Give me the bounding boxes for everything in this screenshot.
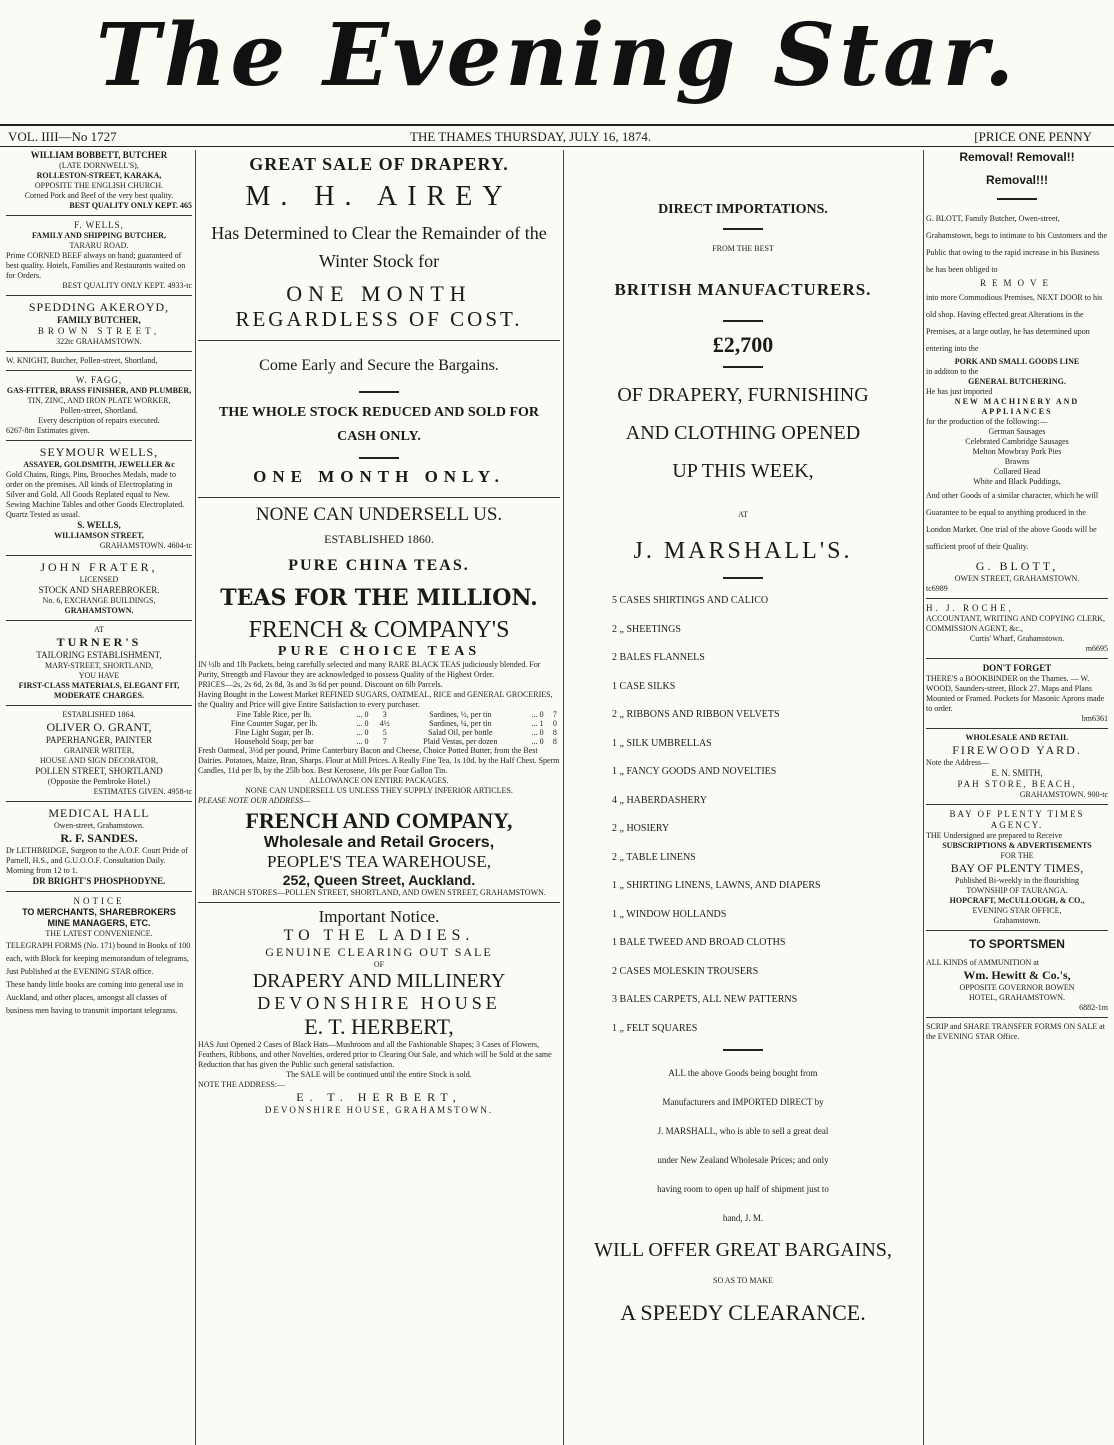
price-cell: 5 — [382, 728, 387, 737]
ad-roche: H. J. ROCHE, ACCOUNTANT, WRITING AND COPYING CLERK, COMMISSION AGENT, &c., Curtis' Wharf, Grahamstown. m6695 — [926, 603, 1108, 653]
list-item: White and Black Puddings, — [973, 477, 1061, 486]
ad-medical-hall: MEDICAL HALL Owen-street, Grahamstown. R. F. SANDES. Dr LETHBRIDGE, Surgeon to the A.O.F. Court Pride of Parnell, H.S., and G.U.O.O.F. Consultation Daily. Morning from 12 to 1. DR BRIGHT'S PHOSPHODYNE. — [6, 806, 188, 886]
ad-spedding: SPEDDING AKEROYD, FAMILY BUTCHER, BROWN STREET, 322tc GRAHAMSTOWN. — [28, 300, 170, 346]
price-cell: 8 — [552, 728, 557, 737]
divider — [723, 577, 763, 579]
list-item: 1 „ WINDOW HOLLANDS — [612, 908, 727, 920]
list-item: 1 „ SHIRTING LINENS, LAWNS, AND DIAPERS — [612, 880, 821, 891]
price-cell: ... 0 — [356, 728, 369, 737]
list-item: 1 BALE TWEED AND BROAD CLOTHS — [612, 937, 786, 948]
ad-knight: W. KNIGHT, Butcher, Pollen-street, Shortland, — [6, 356, 158, 365]
divider — [997, 198, 1037, 200]
divider — [6, 370, 192, 371]
dateline — [0, 124, 1114, 147]
ad-grant: ESTABLISHED 1864. OLIVER O. GRANT, PAPERHANGER, PAINTER GRAINER WRITER, HOUSE AND SIGN DECORATOR, POLLEN STREET, SHORTLAND (Opposite the Pembroke Hotel.) ESTIMATES GIVEN. 4958-tc — [35, 710, 192, 796]
price-cell: Sardines, ¼, per tin — [429, 719, 492, 728]
price-cell: 7 — [382, 737, 387, 746]
divider — [198, 902, 560, 903]
column-3: DIRECT IMPORTATIONS. FROM THE BEST BRITISH MANUFACTURERS. £2,700 OF DRAPERY, FURNISHING AND CLOTHING OPENED UP THIS WEEK, AT J. MARSHALL'S. 5 CASES SHIRTINGS AND CALICO 2 „ SHEETINGS 2 BALES FLANNELS 1 CASE SILKS 2 „ RIBBONS AND RIBBON VELVETS 1 „ SILK UMBRELLAS 1 „ FANCY GOODS AND NOVELTIES 4 „ HABERDASHERY 2 „ HOSIERY 2 „ TABLE LINENS 1 „ SHIRTING LINENS, LAWNS, AND DIAPERS 1 „ WINDOW HOLLANDS 1 BALE TWEED AND BROAD CLOTHS 2 CASES MOLESKIN TROUSERS 3 BALES CARPETS, ALL NEW PATTERNS 1 „ FELT SQUARES ALL the above Goods being bought from Manufacturers and IMPORTED DIRECT by J. MARSHALL, who is able to sell a great deal under New Zealand Wholesale Prices; and only having room to open up half of shipment just to hand, J. M. WILL OFFER GREAT BARGAINS, SO AS TO MAKE A SPEEDY CLEARANCE. — [566, 150, 920, 1445]
divider — [6, 215, 192, 216]
list-item: 2 „ RIBBONS AND RIBBON VELVETS — [612, 709, 780, 720]
ad-blott: Removal! Removal!! Removal!!! G. BLOTT, Family Butcher, Owen-street, Grahamstown, begs to intimate to his Customers and the Public that owing to the rapid increase in his Business he has been obliged to REMOVE into more Commodious Premises, NEXT DOOR to his old shop. Having effected great Alterations in the Premises, at a large outlay, he has determined upon entering into the PORK AND SMALL GOODS LINE in additon to the GENERAL BUTCHERING. He has just imported NEW MACHINERY AND APPLIANCES for the production of the following:— German Sausages Celebrated Cambridge Sausages Melton Mowbray Pork Pies Brawns Collared Head White and Black Puddings, And other Goods of a similar character, which he will Guarantee to be equal to anything produced in the London Market. One trial of the above Goods will be sufficient proof of their Quality. G. BLOTT, OWEN STREET, GRAHAMSTOWN. tc6989 — [926, 150, 1108, 593]
divider — [926, 1017, 1108, 1018]
list-item: 1 „ FELT SQUARES — [612, 1022, 698, 1034]
list-item: 2 „ SHEETINGS — [612, 623, 681, 635]
ad-marshall: DIRECT IMPORTATIONS. FROM THE BEST BRITISH MANUFACTURERS. £2,700 OF DRAPERY, FURNISHING AND CLOTHING OPENED UP THIS WEEK, AT J. MARSHALL'S. — [566, 202, 920, 579]
list-item: 2 CASES MOLESKIN TROUSERS — [612, 965, 759, 977]
divider — [6, 555, 192, 556]
list-item: 1 „ FANCY GOODS AND NOVELTIES — [612, 766, 777, 777]
ad-wells: F. WELLS, FAMILY AND SHIPPING BUTCHER, TARARU ROAD. Prime CORNED BEEF always on hand; guaranteed of best quality. Hotels, Families and Restaurants waited on for Orders. BEST QUALITY ONLY KEPT. 4933-tc — [6, 220, 192, 290]
divider — [198, 340, 560, 341]
price-row — [198, 719, 560, 728]
marshall-text: ALL the above Goods being bought from Manufacturers and IMPORTED DIRECT by J. MARSHALL, who is able to sell a great deal under New Zealand Wholesale Prices; and only having room to open up half of shipment just to hand, J. M. — [657, 1068, 829, 1223]
divider — [6, 351, 192, 352]
price-cell: Fine Table Rice, per lb. — [236, 710, 312, 719]
price-cell: ... 0 — [531, 728, 544, 737]
goods-produced — [926, 427, 1108, 487]
column-2 — [198, 150, 560, 1445]
list-item: Brawns — [1004, 457, 1030, 466]
price-cell: Fine Counter Sugar, per lb. — [230, 719, 318, 728]
divider — [6, 620, 192, 621]
price-cell: ... 0 — [531, 737, 544, 746]
divider — [926, 804, 1108, 805]
column-4 — [926, 150, 1108, 1445]
list-item: 1 „ SILK UMBRELLAS — [612, 737, 712, 749]
volume-number: VOL. IIII—No 1727 — [8, 129, 117, 144]
list-item: 4 „ HABERDASHERY — [612, 794, 708, 806]
divider — [6, 705, 192, 706]
price-cell: Household Soap, per bar — [234, 737, 314, 746]
divider — [6, 801, 192, 802]
price-row — [198, 737, 560, 746]
list-item: Collared Head — [993, 467, 1041, 476]
list-item: 2 BALES FLANNELS — [612, 652, 705, 663]
newspaper-title: The Evening Star. — [95, 5, 1019, 106]
list-item: 3 BALES CARPETS, ALL NEW PATTERNS — [612, 994, 798, 1005]
ad-notice-telegraph: NOTICE TO MERCHANTS, SHAREBROKERS MINE MANAGERS, ETC. THE LATEST CONVENIENCE. TELEGRAPH FORMS (No. 171) bound in Books of 100 each, with Block for keeping memorandum of telegrams, Just Published at the EVENING STAR office. These handy little books are coming into general use in Auckland, and other places, amongst all classes of business men having to transmit important telegrams. — [6, 896, 191, 1015]
divider — [359, 391, 399, 393]
price-cell: ... 0 — [356, 737, 369, 746]
price: [PRICE ONE PENNY — [974, 129, 1092, 144]
list-item: Celebrated Cambridge Sausages — [965, 437, 1069, 446]
divider — [6, 891, 192, 892]
list-item: Melton Mowbray Pork Pies — [972, 447, 1062, 456]
ad-french-company: NONE CAN UNDERSELL US. ESTABLISHED 1860. PURE CHINA TEAS. TEAS FOR THE MILLION. FRENCH & COMPANY'S PURE CHOICE TEAS IN ½lb and 1lb Packets, being carefully selected and many RARE BLACK TEAS judiciously blended. For Purity, Strength and Flavour they are acknowledged to possess Quality of the Highest Order. PRICES—2s, 2s 6d, 2s 8d, 3s and 3s 6d per pound. Discount on 6lb Parcels. Having Bought in the Lowest Market REFINED SUGARS, OATMEAL, RICE and GENERAL GROCERIES, the Quality and Price will give Entire Satisfaction to every purchaser. Fine Table Rice, per lb. ... 0 3 Sardines, ½, per tin ... 0 7 Fine Counter Sugar, per lb. ... 0 4½ Sardines, ¼, per tin ... 1 0 Fine Light Sugar, per lb. ... 0 5 Salad Oil, per bottle ... 0 8 Household Soap, per bar ... 0 7 Plaid Vestas, per dozen ... 0 8 Fresh Oatmeal, 3½d per pound, Prime Canterbury Bacon and Cheese, Choice Potted Butter, from the Best Dairies. Potatoes, Maize, Bran, Sharps. Flour at Mill Prices. A Really Fine Tea, 1s 10d. by the Half Chest. Sperm Candles, 11d per lb, by the 25lb box. Best Kerosene, 10s per Four Gallon Tin. ALLOWANCE ON ENTIRE PACKAGES. NONE CAN UNDERSELL US UNLESS THEY SUPPLY INFERIOR ARTICLES. PLEASE NOTE OUR ADDRESS— FRENCH AND COMPANY, Wholesale and Retail Grocers, PEOPLE'S TEA WAREHOUSE, 252, Queen Street, Auckland. BRANCH STORES—POLLEN STREET, SHORTLAND, AND OWEN STREET, GRAHAMSTOWN. — [198, 504, 560, 897]
ad-frater: JOHN FRATER, LICENSED STOCK AND SHAREBROKER. No. 6, EXCHANGE BUILDINGS, GRAHAMSTOWN. — [38, 560, 160, 615]
ad-herbert: Important Notice. TO THE LADIES. GENUINE CLEARING OUT SALE OF DRAPERY AND MILLINERY DEVONSHIRE HOUSE E. T. HERBERT, HAS Just Opened 2 Cases of Black Hats—Mushroom and all the Fashionable Shapes; 3 Cases of Flowers, Feathers, Ribbons, and other Novelties, ordered prior to Clearing Out Sale, and which will be Sold at the same Reduction that has given the Public such general satisfaction. The SALE will be continued until the entire Stock is sold. NOTE THE ADDRESS:— E. T. HERBERT, DEVONSHIRE HOUSE, GRAHAMSTOWN. — [198, 907, 552, 1115]
price-cell: Fine Light Sugar, per lb. — [235, 728, 314, 737]
column-rule — [563, 150, 564, 1445]
price-cell: ... 0 — [356, 710, 369, 719]
price-cell: Sardines, ½, per tin — [429, 710, 492, 719]
divider — [926, 728, 1108, 729]
divider — [723, 320, 763, 322]
price-cell: 0 — [552, 719, 557, 728]
ad-hewitt: TO SPORTSMEN ALL KINDS of AMMUNITION at Wm. Hewitt & Co.'s, OPPOSITE GOVERNOR BOWEN HOTEL, GRAHAMSTOWN. 6882-1m — [926, 937, 1108, 1012]
price-cell: Plaid Vestas, per dozen — [423, 737, 498, 746]
issue-date: THE THAMES THURSDAY, JULY 16, 1874. — [410, 129, 652, 144]
list-item: 5 CASES SHIRTINGS AND CALICO — [612, 595, 769, 606]
divider — [723, 228, 763, 230]
column-rule — [195, 150, 196, 1445]
price-cell: 8 — [552, 737, 557, 746]
divider — [926, 658, 1108, 659]
price-cell: 7 — [552, 710, 557, 719]
column-1 — [6, 150, 192, 1445]
list-item: 1 CASE SILKS — [612, 680, 676, 692]
divider — [198, 497, 560, 498]
divider — [6, 295, 192, 296]
price-cell: 3 — [382, 710, 387, 719]
ad-turner: AT TURNER'S TAILORING ESTABLISHMENT, MARY-STREET, SHORTLAND, YOU HAVE FIRST-CLASS MATERIALS, ELEGANT FIT, MODERATE CHARGES. — [18, 625, 180, 700]
ad-bay-of-plenty: BAY OF PLENTY TIMES AGENCY. THE Undersigned are prepared to Receive SUBSCRIPTIONS & ADVERTISEMENTS FOR THE BAY OF PLENTY TIMES, Published Bi-weekly in the flourishing TOWNSHIP OF TAURANGA. HOPCRAFT, McCULLOUGH, & CO., EVENING STAR OFFICE, Grahamstown. — [926, 809, 1092, 925]
divider — [723, 366, 763, 368]
goods-list — [566, 587, 920, 1043]
price-table — [198, 710, 560, 746]
ad-bobbett: WILLIAM BOBBETT, BUTCHER (LATE DORNWELL'S), ROLLESTON-STREET, KARAKA, OPPOSITE THE ENGLISH CHURCH. Corned Pork and Beef of the very best quality. BEST QUALITY ONLY KEPT. 465 — [24, 150, 192, 210]
divider — [926, 930, 1108, 931]
price-cell: Salad Oil, per bottle — [428, 728, 493, 737]
list-item: 2 „ HOSIERY — [612, 823, 670, 834]
divider — [6, 440, 192, 441]
price-cell: ... 0 — [531, 710, 544, 719]
ad-scrip: SCRIP and SHARE TRANSFER FORMS ON SALE at the EVENING STAR Office. — [926, 1022, 1105, 1041]
ad-airey-sale: GREAT SALE OF DRAPERY. M. H. AIREY Has Determined to Clear the Remainder of the Winter Stock for ONE MONTH REGARDLESS OF COST. Come Early and Secure the Bargains. THE WHOLE STOCK REDUCED AND SOLD FOR CASH ONLY. ONE MONTH ONLY. — [198, 154, 560, 487]
price-cell: ... 1 — [531, 719, 544, 728]
column-rule — [923, 150, 924, 1445]
divider — [926, 598, 1108, 599]
ad-fagg: W. FAGG, GAS-FITTER, BRASS FINISHER, AND PLUMBER, TIN, ZINC, AND IRON PLATE WORKER, Pollen-street, Shortland. Every description of repairs executed. 6267-8m Estimates given. — [6, 375, 192, 435]
price-cell: ... 0 — [356, 719, 369, 728]
divider — [723, 1049, 763, 1051]
masthead — [0, 0, 1114, 118]
list-item: German Sausages — [988, 427, 1046, 436]
price-row — [198, 710, 560, 719]
ad-firewood: WHOLESALE AND RETAIL FIREWOOD YARD. Note the Address— E. N. SMITH, PAH STORE, BEACH, GRAHAMSTOWN. 900-tc — [926, 733, 1108, 799]
price-row — [198, 728, 560, 737]
divider — [359, 457, 399, 459]
list-item: 2 „ TABLE LINENS — [612, 851, 696, 863]
ad-seymour-wells: SEYMOUR WELLS, ASSAYER, GOLDSMITH, JEWELLER &c Gold Chains, Rings, Pins, Brooches Medals, made to order on the premises. All kinds of Electroplating in Silver and Gold. All Goods Replated equal to New. Sewing Machine Tables and other Goods Electroplated. Quartz Tested as usual. S. WELLS, WILLIAMSON STREET, GRAHAMSTOWN. 4604-tc — [6, 445, 192, 550]
ad-bookbinder: DON'T FORGET THERE'S a BOOKBINDER on the Thames. — W. WOOD, Saunders-street, Block 27. Maps and Plans Mounted or Framed. Pockets for Masonic Aprons made to order. bm6361 — [926, 663, 1108, 723]
price-cell: 4½ — [379, 719, 390, 728]
